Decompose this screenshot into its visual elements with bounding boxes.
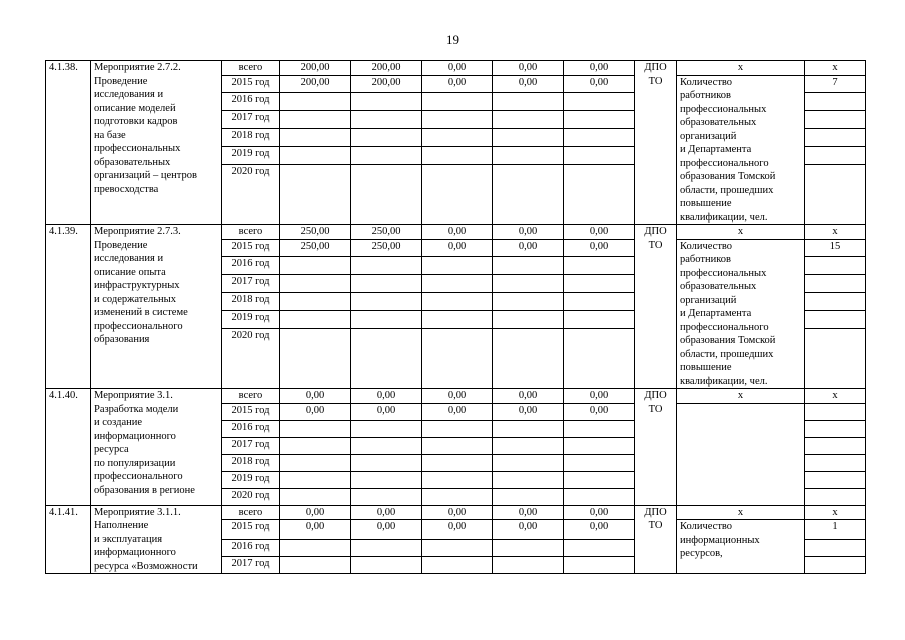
funding-cell bbox=[280, 471, 351, 488]
funding-cell bbox=[280, 311, 351, 329]
activity-name-line: инфраструктурных bbox=[94, 280, 180, 291]
indicator-line: квалификации, чел. bbox=[680, 375, 768, 387]
indicator-line: образовательных bbox=[680, 117, 757, 128]
funding-cell: 0,00 bbox=[422, 520, 493, 540]
indicator-line: и Департамента bbox=[680, 308, 752, 319]
funding-cell bbox=[422, 111, 493, 129]
activity-name-line: на базе bbox=[94, 129, 126, 141]
funding-cell bbox=[351, 437, 422, 454]
funding-cell bbox=[422, 420, 493, 437]
indicator-line: области, прошедших bbox=[680, 184, 774, 196]
executor-line: ТО bbox=[648, 403, 663, 415]
funding-cell: 0,00 bbox=[564, 520, 635, 540]
funding-cell: 0,00 bbox=[422, 389, 493, 404]
activity-name-line: образования bbox=[94, 334, 150, 345]
funding-cell bbox=[422, 93, 493, 111]
funding-cell bbox=[564, 488, 635, 505]
executor-line: ДПО bbox=[644, 62, 667, 73]
funding-cell bbox=[493, 311, 564, 329]
indicator-value-empty bbox=[805, 454, 866, 471]
year-label: 2020 год bbox=[222, 328, 280, 388]
funding-cell: 0,00 bbox=[493, 505, 564, 520]
funding-cell bbox=[564, 129, 635, 147]
activity-name-line: информационного bbox=[94, 547, 176, 558]
activity-name bbox=[91, 389, 222, 506]
indicator-name bbox=[677, 403, 805, 505]
funding-cell: 0,00 bbox=[493, 239, 564, 257]
activity-name-line: описание опыта bbox=[94, 266, 166, 278]
year-label: 2015 год bbox=[222, 403, 280, 420]
funding-cell: 0,00 bbox=[280, 505, 351, 520]
table-row bbox=[46, 225, 866, 240]
activity-name-line: изменений в системе bbox=[94, 307, 188, 318]
activity-name bbox=[91, 61, 222, 225]
funding-cell bbox=[351, 557, 422, 574]
funding-cell bbox=[280, 328, 351, 388]
funding-cell bbox=[351, 328, 422, 388]
funding-cell bbox=[493, 420, 564, 437]
value-x-mark: х bbox=[805, 505, 866, 520]
funding-cell bbox=[493, 328, 564, 388]
activity-code: 4.1.38. bbox=[46, 61, 91, 225]
indicator-value-empty bbox=[805, 111, 866, 129]
year-label: 2016 год bbox=[222, 257, 280, 275]
funding-cell: 0,00 bbox=[422, 505, 493, 520]
funding-cell: 0,00 bbox=[422, 225, 493, 240]
indicator-value-empty bbox=[805, 257, 866, 275]
indicator-x-mark: х bbox=[677, 61, 805, 76]
funding-cell: 0,00 bbox=[564, 403, 635, 420]
indicator-line: Количество bbox=[680, 76, 733, 88]
funding-cell bbox=[493, 111, 564, 129]
executor bbox=[635, 389, 677, 506]
year-label: 2015 год bbox=[222, 75, 280, 93]
funding-cell bbox=[493, 471, 564, 488]
year-label: 2016 год bbox=[222, 93, 280, 111]
indicator-value-empty bbox=[805, 420, 866, 437]
funding-cell bbox=[493, 293, 564, 311]
executor-line: ДПО bbox=[644, 390, 667, 401]
funding-cell: 250,00 bbox=[280, 239, 351, 257]
funding-cell bbox=[564, 275, 635, 293]
funding-cell bbox=[564, 93, 635, 111]
funding-cell bbox=[564, 540, 635, 557]
funding-cell bbox=[422, 257, 493, 275]
indicator-line: ресурсов, bbox=[680, 548, 723, 559]
funding-cell bbox=[280, 275, 351, 293]
indicator-value-empty bbox=[805, 275, 866, 293]
funding-cell bbox=[564, 328, 635, 388]
indicator-x-mark: х bbox=[677, 225, 805, 240]
funding-cell bbox=[564, 471, 635, 488]
indicator-line: организаций bbox=[680, 294, 737, 306]
page-number: 19 bbox=[446, 32, 459, 47]
indicator-line: организаций bbox=[680, 130, 737, 142]
indicator-name bbox=[677, 75, 805, 225]
year-label: 2016 год bbox=[222, 540, 280, 557]
indicator-name bbox=[677, 239, 805, 389]
funding-cell bbox=[493, 557, 564, 574]
funding-cell bbox=[493, 164, 564, 224]
total-label: всего bbox=[222, 389, 280, 404]
year-label: 2020 год bbox=[222, 488, 280, 505]
indicator-value bbox=[805, 403, 866, 420]
indicator-value-empty bbox=[805, 437, 866, 454]
activity-name-line: Наполнение bbox=[94, 520, 149, 531]
indicator-value-empty bbox=[805, 293, 866, 311]
indicator-line: профессиональных bbox=[680, 267, 767, 279]
funding-cell: 0,00 bbox=[493, 61, 564, 76]
indicator-x-mark: х bbox=[677, 505, 805, 520]
indicator-value-empty bbox=[805, 471, 866, 488]
funding-cell bbox=[422, 293, 493, 311]
funding-cell bbox=[351, 111, 422, 129]
funding-cell bbox=[280, 437, 351, 454]
indicator-line: профессионального bbox=[680, 321, 769, 333]
indicator-value: 1 bbox=[805, 520, 866, 540]
activity-name bbox=[91, 225, 222, 389]
activity-name bbox=[91, 505, 222, 574]
activity-name-line: ресурса bbox=[94, 444, 129, 455]
indicator-line: профессионального bbox=[680, 157, 769, 169]
year-label: 2018 год bbox=[222, 293, 280, 311]
activity-name-line: образовательных bbox=[94, 156, 171, 168]
funding-cell: 0,00 bbox=[351, 505, 422, 520]
year-label: 2020 год bbox=[222, 164, 280, 224]
funding-cell: 250,00 bbox=[351, 239, 422, 257]
table-row bbox=[46, 505, 866, 520]
activity-name-line: Проведение bbox=[94, 75, 148, 87]
indicator-line: работников bbox=[680, 254, 731, 265]
activity-code: 4.1.40. bbox=[46, 389, 91, 506]
funding-cell bbox=[280, 540, 351, 557]
funding-cell bbox=[351, 257, 422, 275]
year-label: 2017 год bbox=[222, 111, 280, 129]
indicator-line: и Департамента bbox=[680, 144, 752, 155]
activity-name-line: по популяризации bbox=[94, 457, 176, 469]
activity-name-line: образования в регионе bbox=[94, 484, 195, 496]
year-label: 2019 год bbox=[222, 471, 280, 488]
funding-cell bbox=[351, 488, 422, 505]
indicator-line: образования Томской bbox=[680, 171, 776, 182]
table-row bbox=[46, 389, 866, 404]
funding-cell bbox=[564, 454, 635, 471]
funding-cell: 0,00 bbox=[564, 75, 635, 93]
activity-name-line: Мероприятие 3.1.1. bbox=[94, 506, 181, 518]
funding-cell bbox=[351, 93, 422, 111]
activity-name-line: профессионального bbox=[94, 471, 183, 482]
funding-cell: 0,00 bbox=[564, 239, 635, 257]
indicator-value-empty bbox=[805, 540, 866, 557]
executor bbox=[635, 61, 677, 225]
funding-cell: 0,00 bbox=[564, 389, 635, 404]
funding-cell bbox=[422, 540, 493, 557]
funding-cell: 0,00 bbox=[422, 403, 493, 420]
funding-cell bbox=[422, 164, 493, 224]
activity-name-line: организаций – центров bbox=[94, 170, 197, 181]
activity-name-line: Проведение bbox=[94, 239, 148, 251]
value-x-mark: х bbox=[805, 389, 866, 404]
funding-cell bbox=[422, 328, 493, 388]
funding-cell bbox=[351, 420, 422, 437]
funding-cell: 0,00 bbox=[422, 75, 493, 93]
indicator-line: Количество bbox=[680, 240, 733, 252]
funding-cell: 200,00 bbox=[351, 75, 422, 93]
activity-name-line: и создание bbox=[94, 417, 143, 428]
funding-cell bbox=[280, 488, 351, 505]
funding-cell bbox=[422, 275, 493, 293]
indicator-value-empty bbox=[805, 147, 866, 165]
funding-cell bbox=[422, 471, 493, 488]
indicator-line: информационных bbox=[680, 534, 760, 546]
funding-cell bbox=[564, 147, 635, 165]
year-label: 2016 год bbox=[222, 420, 280, 437]
funding-cell bbox=[280, 420, 351, 437]
activity-name-line: и содержательных bbox=[94, 293, 176, 305]
year-label: 2015 год bbox=[222, 239, 280, 257]
funding-cell bbox=[351, 471, 422, 488]
executor bbox=[635, 225, 677, 389]
funding-cell: 0,00 bbox=[280, 520, 351, 540]
funding-cell bbox=[564, 111, 635, 129]
total-label: всего bbox=[222, 505, 280, 520]
funding-cell: 0,00 bbox=[493, 75, 564, 93]
indicator-line: образования Томской bbox=[680, 335, 776, 346]
funding-cell bbox=[422, 454, 493, 471]
value-x-mark: х bbox=[805, 61, 866, 76]
funding-cell bbox=[280, 454, 351, 471]
funding-cell bbox=[280, 129, 351, 147]
year-label: 2015 год bbox=[222, 520, 280, 540]
total-label: всего bbox=[222, 225, 280, 240]
funding-cell bbox=[280, 93, 351, 111]
funding-cell bbox=[351, 147, 422, 165]
funding-cell bbox=[493, 129, 564, 147]
indicator-line: образовательных bbox=[680, 281, 757, 292]
funding-cell bbox=[351, 129, 422, 147]
funding-cell bbox=[351, 293, 422, 311]
funding-cell: 0,00 bbox=[351, 520, 422, 540]
funding-cell bbox=[422, 437, 493, 454]
indicator-line: Количество bbox=[680, 521, 733, 532]
executor-line: ТО bbox=[648, 75, 663, 87]
year-label: 2018 год bbox=[222, 454, 280, 471]
indicator-line: профессиональных bbox=[680, 103, 767, 115]
funding-cell bbox=[564, 311, 635, 329]
activities-table bbox=[45, 60, 866, 574]
funding-cell: 0,00 bbox=[422, 239, 493, 257]
table-row bbox=[46, 61, 866, 76]
funding-cell bbox=[280, 557, 351, 574]
indicator-x-mark: х bbox=[677, 389, 805, 404]
executor-line: ТО bbox=[648, 239, 663, 251]
funding-cell bbox=[422, 488, 493, 505]
indicator-value-empty bbox=[805, 557, 866, 574]
funding-cell bbox=[564, 164, 635, 224]
funding-cell bbox=[351, 454, 422, 471]
indicator-line: повышение bbox=[680, 198, 732, 209]
activity-name-line: ресурса «Возможности bbox=[94, 560, 198, 572]
activity-name-line: профессиональных bbox=[94, 143, 181, 154]
activity-name-line: подготовки кадров bbox=[94, 116, 178, 127]
activity-name-line: Мероприятие 2.7.2. bbox=[94, 62, 181, 73]
executor-line: ТО bbox=[648, 520, 663, 531]
year-label: 2019 год bbox=[222, 147, 280, 165]
executor-line: ДПО bbox=[644, 506, 667, 518]
funding-cell bbox=[493, 454, 564, 471]
indicator-value-empty bbox=[805, 164, 866, 224]
activity-code: 4.1.41. bbox=[46, 505, 91, 574]
funding-cell: 0,00 bbox=[564, 225, 635, 240]
funding-cell bbox=[422, 311, 493, 329]
year-label: 2019 год bbox=[222, 311, 280, 329]
funding-cell: 0,00 bbox=[493, 225, 564, 240]
value-x-mark: х bbox=[805, 225, 866, 240]
activity-name-line: Мероприятие 2.7.3. bbox=[94, 226, 181, 237]
funding-cell bbox=[351, 311, 422, 329]
activity-name-line: информационного bbox=[94, 430, 176, 442]
funding-cell bbox=[493, 488, 564, 505]
activity-name-line: и эксплуатация bbox=[94, 533, 163, 545]
year-label: 2017 год bbox=[222, 557, 280, 574]
funding-cell: 0,00 bbox=[493, 389, 564, 404]
indicator-value-empty bbox=[805, 93, 866, 111]
funding-cell: 250,00 bbox=[351, 225, 422, 240]
funding-cell: 0,00 bbox=[351, 403, 422, 420]
activity-name-line: Мероприятие 3.1. bbox=[94, 390, 173, 401]
funding-cell: 0,00 bbox=[280, 389, 351, 404]
indicator-name bbox=[677, 520, 805, 574]
funding-cell bbox=[564, 420, 635, 437]
funding-cell bbox=[351, 164, 422, 224]
funding-cell bbox=[564, 557, 635, 574]
activity-name-line: описание моделей bbox=[94, 102, 176, 114]
funding-cell: 250,00 bbox=[280, 225, 351, 240]
indicator-value-empty bbox=[805, 311, 866, 329]
funding-cell: 0,00 bbox=[493, 403, 564, 420]
activity-name-line: исследования и bbox=[94, 253, 164, 264]
funding-cell: 0,00 bbox=[564, 61, 635, 76]
funding-cell bbox=[493, 93, 564, 111]
funding-cell bbox=[422, 129, 493, 147]
year-label: 2017 год bbox=[222, 275, 280, 293]
year-label: 2017 год bbox=[222, 437, 280, 454]
activity-name-line: профессионального bbox=[94, 320, 183, 332]
funding-cell bbox=[493, 147, 564, 165]
executor bbox=[635, 505, 677, 574]
funding-cell bbox=[564, 437, 635, 454]
funding-cell bbox=[280, 111, 351, 129]
indicator-line: квалификации, чел. bbox=[680, 211, 768, 223]
funding-cell bbox=[493, 437, 564, 454]
funding-cell bbox=[351, 275, 422, 293]
activity-name-line: превосходства bbox=[94, 183, 159, 195]
activity-name-line: Разработка модели bbox=[94, 403, 179, 415]
funding-cell: 200,00 bbox=[280, 61, 351, 76]
total-label: всего bbox=[222, 61, 280, 76]
funding-cell bbox=[351, 540, 422, 557]
funding-cell bbox=[280, 147, 351, 165]
funding-cell bbox=[422, 147, 493, 165]
funding-cell bbox=[280, 293, 351, 311]
funding-cell: 0,00 bbox=[422, 61, 493, 76]
funding-cell: 200,00 bbox=[351, 61, 422, 76]
indicator-value-empty bbox=[805, 328, 866, 388]
indicator-value: 7 bbox=[805, 75, 866, 93]
funding-cell bbox=[564, 257, 635, 275]
activity-name-line: исследования и bbox=[94, 89, 164, 100]
indicator-line: области, прошедших bbox=[680, 348, 774, 360]
funding-cell: 200,00 bbox=[280, 75, 351, 93]
indicator-value: 15 bbox=[805, 239, 866, 257]
funding-cell: 0,00 bbox=[351, 389, 422, 404]
funding-cell: 0,00 bbox=[493, 520, 564, 540]
funding-cell bbox=[422, 557, 493, 574]
funding-cell bbox=[493, 540, 564, 557]
indicator-value-empty bbox=[805, 488, 866, 505]
funding-cell bbox=[493, 275, 564, 293]
executor-line: ДПО bbox=[644, 226, 667, 237]
funding-cell bbox=[280, 164, 351, 224]
funding-cell bbox=[493, 257, 564, 275]
activity-code: 4.1.39. bbox=[46, 225, 91, 389]
funding-cell: 0,00 bbox=[564, 505, 635, 520]
indicator-line: работников bbox=[680, 90, 731, 101]
indicator-value-empty bbox=[805, 129, 866, 147]
funding-cell: 0,00 bbox=[280, 403, 351, 420]
year-label: 2018 год bbox=[222, 129, 280, 147]
funding-cell bbox=[564, 293, 635, 311]
funding-cell bbox=[280, 257, 351, 275]
indicator-line: повышение bbox=[680, 362, 732, 373]
